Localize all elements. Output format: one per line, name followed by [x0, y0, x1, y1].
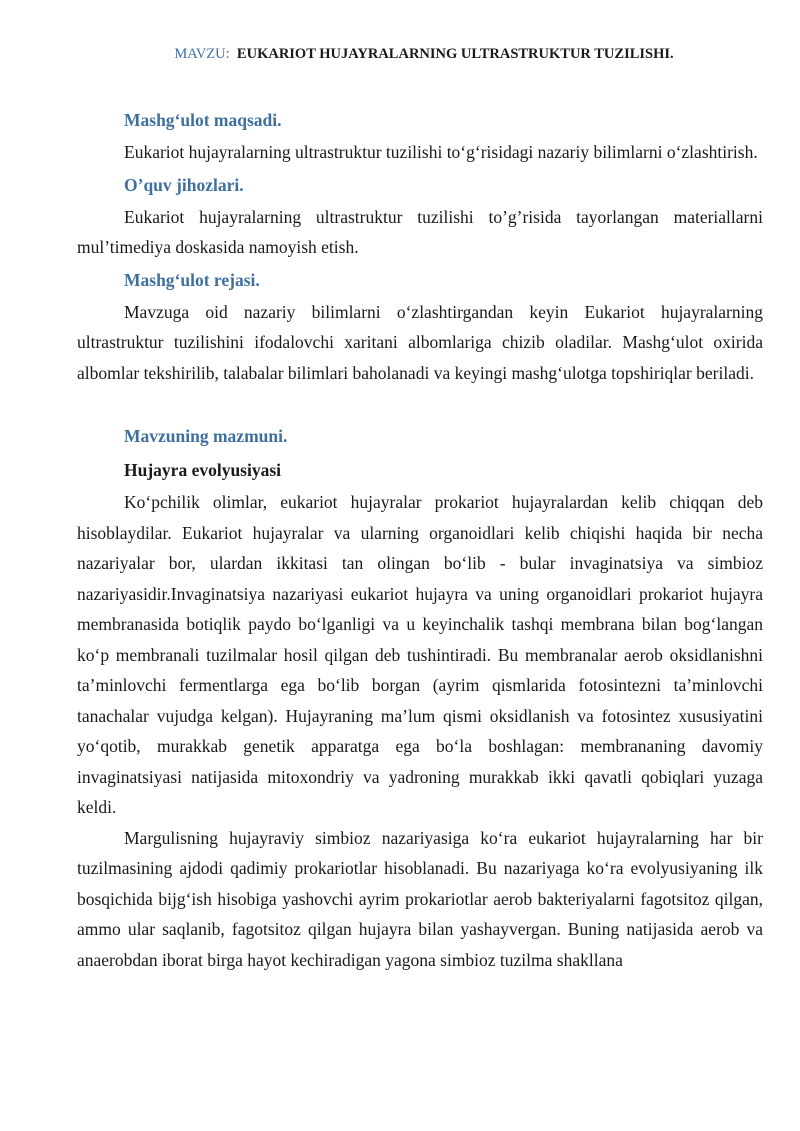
plan-paragraph: Mavzuga oid nazariy bilimlarni o‘zlashtirgandan keyin Eukariot hujayralarning ultrastruktur tuzilishini ifodalovchi xaritani albomlariga chizib oladilar. Mashg‘ulot oxirida albomlar tekshirilib, talabalar bilimlari baholanadi va keyingi mashg‘ulotga topshiriqlar beriladi. — [77, 301, 763, 383]
topic-title: EUKARIOT HUJAYRALARNING ULTRASTRUKTUR TUZILISHI. — [236, 46, 674, 62]
evolution-paragraph-2: Margulisning hujayraviy simbioz nazariyasiga ko‘ra eukariot hujayralarning har bir tuzilmasining ajdodi qadimiy prokariotlar hisoblanadi. Bu nazariyaga ko‘ra evolyusiyaning ilk bosqichida bijg‘ish hisobiga yashovchi ayrim prokariotlar aerob bakteriyalarni fagotsitoz qilgan, ammo ular saqlanib, fagotsitoz qilgan hujayra bilan yashayvergan. Buning natijasida aerob va anaerobdan iborat birga hayot kechiradigan yagona simbioz tuzilma shakllana — [77, 827, 763, 970]
evolution-heading: Hujayra evolyusiyasi — [124, 460, 282, 480]
topic-label: MAVZU: — [174, 46, 230, 62]
section-spacer — [77, 388, 763, 419]
content-heading: Mavzuning mazmuni. — [124, 426, 288, 446]
page-header — [0, 46, 800, 63]
document-body — [77, 103, 763, 975]
evolution-paragraph-1: Ko‘pchilik olimlar, eukariot hujayralar prokariot hujayralardan kelib chiqqan deb hisoblaydilar. Eukariot hujayralar va ularning organoidlari kelib chiqishi haqida bir necha nazariyalar bor, ulardan ikkitasi tan olingan bo‘lib - bular invaginatsiya va simbioz nazariyasidir.Invaginatsiya nazariyasi eukariot hujayra va uning organoidlari prokariot hujayra membranasida botiqlik paydo bo‘lganligi va u keyinchalik tashqi membrana bilan bog‘langan ko‘p membranali tuzilmalar hosil qilgan deb tushintiradi. Bu membranalar aerob oksidlanishni ta’minlovchi fermentlarga ega bo‘lib borgan (ayrim qismlarida fotosintezni ta’minlovchi tanachalar vujudga kelgan). Hujayraning ma’lum qismi oksidlanish va fotosintez xususiyatini yo‘qotib, murakkab genetik apparatga ega bo‘la boshlagan: membrananing davomiy invaginatsiyasi natijasida mitoxondriy va yadroning murakkab ikki qavatli qobiqlari yuzaga keldi. — [77, 492, 763, 817]
plan-heading: Mashg‘ulot rejasi. — [124, 269, 260, 290]
goal-heading: Mashg‘ulot maqsadi. — [124, 110, 282, 130]
goal-paragraph: Eukariot hujayralarning ultrastruktur tuzilishi to‘g‘risidagi nazariy bilimlarni o‘zlashtirish. — [124, 142, 758, 162]
equipment-heading: O’quv jihozlari. — [124, 174, 244, 195]
equipment-paragraph: Eukariot hujayralarning ultrastruktur tuzilishi to’g’risida tayorlangan materiallarni mul’timediya doskasida namoyish etish. — [77, 206, 763, 257]
